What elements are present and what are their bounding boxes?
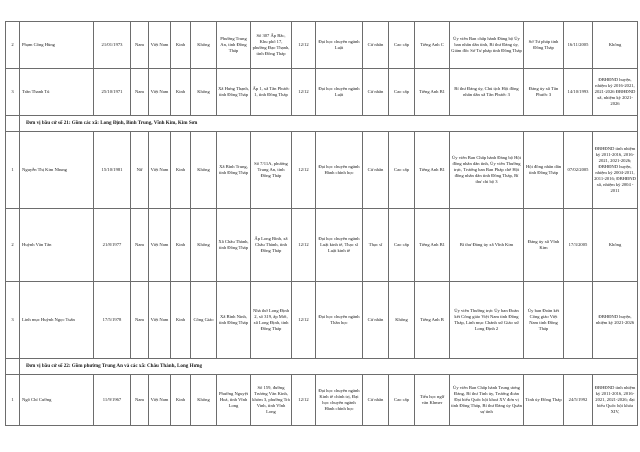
- candidates-table: [5, 21, 638, 426]
- cell-ngay-sinh: 11/9/1967: [94, 375, 131, 426]
- cell-chuc-vu: Ủy viên Ban chấp hành Đảng bộ Ủy ban nhân dân tỉnh, Bí thư Đảng ủy, Giám đốc Sở Tư pháp tỉnh Đồng Tháp: [450, 22, 524, 69]
- cell-ngay-vao-dang: 24/5/1992: [564, 375, 593, 426]
- cell-hoc-vi: Thạc sĩ: [363, 209, 389, 282]
- cell-ly-luan-chinh-tri: Không: [389, 282, 415, 359]
- cell-hoc-vi: Cử nhân: [363, 22, 389, 69]
- cell-chuyen-mon: Đại học chuyên ngành Luật kinh tế, Thạc sĩ Luật kinh tế: [316, 209, 363, 282]
- cell-que-quan: Xã Hưng Thạnh, tỉnh Đồng Tháp: [217, 69, 251, 116]
- cell-ly-luan-chinh-tri: Cao cấp: [389, 22, 415, 69]
- cell-ngoai-ngu: Tiếng Anh B1: [415, 132, 450, 209]
- cell-noi-cong-tac: Sở Tư pháp tỉnh Đồng Tháp: [524, 22, 564, 69]
- cell-noi-cong-tac: Hội đồng nhân dân tỉnh Đồng Tháp: [524, 132, 564, 209]
- cell-giao-duc-pho-thong: 12/12: [292, 132, 316, 209]
- cell-stt: 3: [6, 69, 20, 116]
- cell-dan-toc: Kinh: [171, 375, 191, 426]
- cell-noi-o: Ấp 1, xã Tân Phước 1, tỉnh Đồng Tháp: [251, 69, 292, 116]
- cell-ngoai-ngu: Tiểu học ngữ văn Khmer: [415, 375, 450, 426]
- cell-ly-luan-chinh-tri: Cao cấp: [389, 375, 415, 426]
- cell-ton-giao: Không: [191, 69, 217, 116]
- cell-quoc-tich: Việt Nam: [149, 375, 171, 426]
- cell-ngay-sinh: 25/10/1971: [94, 69, 131, 116]
- cell-chuc-vu: Bí thư Đảng ủy, Chủ tịch Hội đồng nhân dân xã Tân Phước 3: [450, 69, 524, 116]
- cell-ton-giao: Công Giáo: [191, 282, 217, 359]
- cell-chuyen-mon: Đại học chuyên ngành Luật: [316, 22, 363, 69]
- cell-chuc-vu: Ủy viên Ban Chấp hành Trung ương Đảng, Bí thư Tỉnh ủy, Trưởng đoàn Đại biểu Quốc hội khoá XV đơn vị tỉnh Đồng Tháp, Bí thư Đảng ủy Quân sự tỉnh: [450, 375, 524, 426]
- cell-ngoai-ngu: Tiếng Anh C: [415, 22, 450, 69]
- cell-ho-ten: Trần Thanh Tú: [20, 69, 94, 116]
- candidate-row: [6, 282, 638, 359]
- cell-noi-o: Ấp Long Bình, xã Châu Thành, tỉnh Đồng Tháp: [251, 209, 292, 282]
- cell-ngay-vao-dang: [564, 282, 593, 359]
- cell-que-quan: Phường Trung An, tỉnh Đồng Tháp: [217, 22, 251, 69]
- cell-noi-o: Số 7/11A, phường Trung An, tỉnh Đồng Tháp: [251, 132, 292, 209]
- cell-ngoai-ngu: Tiếng Anh B1: [415, 209, 450, 282]
- unit-header-row: [6, 116, 638, 132]
- unit-header-spacer-cell: [6, 359, 20, 375]
- cell-stt: 1: [6, 375, 20, 426]
- candidate-row: [6, 132, 638, 209]
- cell-giao-duc-pho-thong: 12/12: [292, 209, 316, 282]
- cell-ngay-sinh: 17/5/1978: [94, 282, 131, 359]
- cell-chuyen-mon: Đại học chuyên ngành Hành chính học: [316, 132, 363, 209]
- unit-header-row: [6, 359, 638, 375]
- cell-hoc-vi: Cử nhân: [363, 282, 389, 359]
- cell-hoc-vi: Cử nhân: [363, 69, 389, 116]
- cell-dan-toc: Kinh: [171, 282, 191, 359]
- cell-ton-giao: Không: [191, 209, 217, 282]
- cell-quoc-tich: Việt Nam: [149, 282, 171, 359]
- cell-chuyen-mon: Đại học chuyên ngành Kinh tế chính trị, Đại học chuyên ngành Hành chính học: [316, 375, 363, 426]
- cell-quoc-tich: Việt Nam: [149, 69, 171, 116]
- cell-chuc-vu: Ủy viên Thường trực Ủy ban Đoàn kết Công giáo Việt Nam tỉnh Đồng Tháp, Linh mục Chánh xứ Giáo xứ Long Định 2: [450, 282, 524, 359]
- cell-noi-o: Số 159, đường Trương Văn Kỉnh, khóm 3, phường Trà Vinh, tỉnh Vĩnh Long: [251, 375, 292, 426]
- candidate-row: [6, 69, 638, 116]
- cell-stt: 3: [6, 282, 20, 359]
- cell-ngay-vao-dang: 07/02/2005: [564, 132, 593, 209]
- cell-chuyen-mon: Đại học chuyên ngành Thần học: [316, 282, 363, 359]
- cell-que-quan: Phường Nguyệt Hoá, tỉnh Vĩnh Long: [217, 375, 251, 426]
- cell-ngoai-ngu: Tiếng Anh B1: [415, 69, 450, 116]
- cell-gioi-tinh: Nam: [131, 69, 149, 116]
- cell-que-quan: Xã Bình Ninh, tỉnh Đồng Tháp: [217, 282, 251, 359]
- table-body: [6, 22, 638, 426]
- cell-quoc-tich: Việt Nam: [149, 132, 171, 209]
- unit-header-spacer-cell: [6, 116, 20, 132]
- cell-ho-ten: Nguyễn Thị Kim Nhung: [20, 132, 94, 209]
- cell-gioi-tinh: Nữ: [131, 132, 149, 209]
- cell-giao-duc-pho-thong: 12/12: [292, 69, 316, 116]
- unit-header-label: Đơn vị bầu cử số 22: Gồm phường Trung An và các xã: Châu Thành, Long Hưng: [20, 359, 638, 375]
- cell-ton-giao: Không: [191, 132, 217, 209]
- cell-dan-toc: Kinh: [171, 209, 191, 282]
- cell-dan-toc: Kinh: [171, 69, 191, 116]
- cell-hoc-vi: Cử nhân: [363, 375, 389, 426]
- cell-gioi-tinh: Nam: [131, 209, 149, 282]
- cell-gioi-tinh: Nam: [131, 22, 149, 69]
- cell-dai-bieu-hdnd: ĐBHĐND huyện, nhiệm kỳ 2021-2026: [593, 282, 638, 359]
- cell-ton-giao: Không: [191, 375, 217, 426]
- cell-dan-toc: Kinh: [171, 22, 191, 69]
- cell-ngay-sinh: 15/10/1981: [94, 132, 131, 209]
- cell-noi-cong-tac: Đảng ủy xã Vĩnh Kim: [524, 209, 564, 282]
- cell-gioi-tinh: Nam: [131, 282, 149, 359]
- cell-quoc-tich: Việt Nam: [149, 22, 171, 69]
- cell-ngay-sinh: 21/01/1973: [94, 22, 131, 69]
- cell-hoc-vi: Cử nhân: [363, 132, 389, 209]
- cell-dai-bieu-hdnd: Không: [593, 209, 638, 282]
- cell-que-quan: Xã Bình Trung, tỉnh Đồng Tháp: [217, 132, 251, 209]
- cell-noi-cong-tac: Tỉnh ủy Đồng Tháp: [524, 375, 564, 426]
- cell-ly-luan-chinh-tri: Cao cấp: [389, 69, 415, 116]
- cell-ngay-vao-dang: 16/11/2005: [564, 22, 593, 69]
- cell-ly-luan-chinh-tri: Cao cấp: [389, 209, 415, 282]
- cell-ly-luan-chinh-tri: Cao cấp: [389, 132, 415, 209]
- cell-ngay-vao-dang: 17/3/2005: [564, 209, 593, 282]
- cell-chuc-vu: Bí thư Đảng ủy xã Vĩnh Kim: [450, 209, 524, 282]
- cell-noi-o: Số 307 Ấp Bắc, Khu phố 17, phường Đạo Thạnh, tỉnh Đồng Tháp: [251, 22, 292, 69]
- cell-que-quan: Xã Châu Thành, tỉnh Đồng Tháp: [217, 209, 251, 282]
- cell-stt: 2: [6, 209, 20, 282]
- cell-gioi-tinh: Nam: [131, 375, 149, 426]
- unit-header-label: Đơn vị bầu cử số 21: Gồm các xã: Long Định, Bình Trung, Vĩnh Kim, Kim Sơn: [20, 116, 638, 132]
- cell-ho-ten: Linh mục Huỳnh Ngọc Tuấn: [20, 282, 94, 359]
- cell-stt: 2: [6, 22, 20, 69]
- cell-noi-cong-tac: Đảng ủy xã Tân Phước 3: [524, 69, 564, 116]
- candidate-row: [6, 209, 638, 282]
- cell-dai-bieu-hdnd: ĐBHĐND tỉnh nhiệm kỳ 2011-2016, 2016-2021, 2021-2026; ĐBHĐND huyện, nhiệm kỳ 2004-2011, 2011-2016; ĐBHĐND xã, nhiệm kỳ 2004 - 2011: [593, 132, 638, 209]
- cell-ngay-vao-dang: 14/10/1993: [564, 69, 593, 116]
- cell-giao-duc-pho-thong: 12/12: [292, 282, 316, 359]
- candidate-row: [6, 375, 638, 426]
- cell-stt: 1: [6, 132, 20, 209]
- cell-ngoai-ngu: Tiếng Anh B: [415, 282, 450, 359]
- candidate-row: [6, 22, 638, 69]
- cell-giao-duc-pho-thong: 12/12: [292, 375, 316, 426]
- cell-quoc-tich: Việt Nam: [149, 209, 171, 282]
- cell-ngay-sinh: 21/8/1977: [94, 209, 131, 282]
- cell-ton-giao: Không: [191, 22, 217, 69]
- cell-ho-ten: Huỳnh Văn Tân: [20, 209, 94, 282]
- cell-dai-bieu-hdnd: ĐBHĐND huyện, nhiệm kỳ 2016-2021, 2021-2026 ĐBHĐND xã, nhiệm kỳ 2021-2026: [593, 69, 638, 116]
- cell-dai-bieu-hdnd: ĐBHĐND tỉnh nhiệm kỳ 2011-2016, 2016-2021, 2021-2026; đại biểu Quốc hội khóa XIV,: [593, 375, 638, 426]
- cell-dai-bieu-hdnd: Không: [593, 22, 638, 69]
- cell-ho-ten: Phạm Công Hùng: [20, 22, 94, 69]
- cell-noi-cong-tac: Ủy ban Đoàn kết Công giáo Việt Nam tỉnh Đồng Tháp: [524, 282, 564, 359]
- cell-chuc-vu: Ủy viên Ban Chấp hành Đảng bộ Hội đồng nhân dân tỉnh, Ủy viên Thường trực, Trưởng ban Ban Pháp chế Hội đồng nhân dân tỉnh Đồng Tháp, Bí thư chi bộ 3: [450, 132, 524, 209]
- cell-dan-toc: Kinh: [171, 132, 191, 209]
- cell-giao-duc-pho-thong: 12/12: [292, 22, 316, 69]
- cell-ho-ten: Ngô Chí Cường: [20, 375, 94, 426]
- cell-noi-o: Nhà thờ Long Định 2, số 319, ấp Mới, xã Long Định, tỉnh Đồng Tháp: [251, 282, 292, 359]
- cell-chuyen-mon: Đại học chuyên ngành Luật: [316, 69, 363, 116]
